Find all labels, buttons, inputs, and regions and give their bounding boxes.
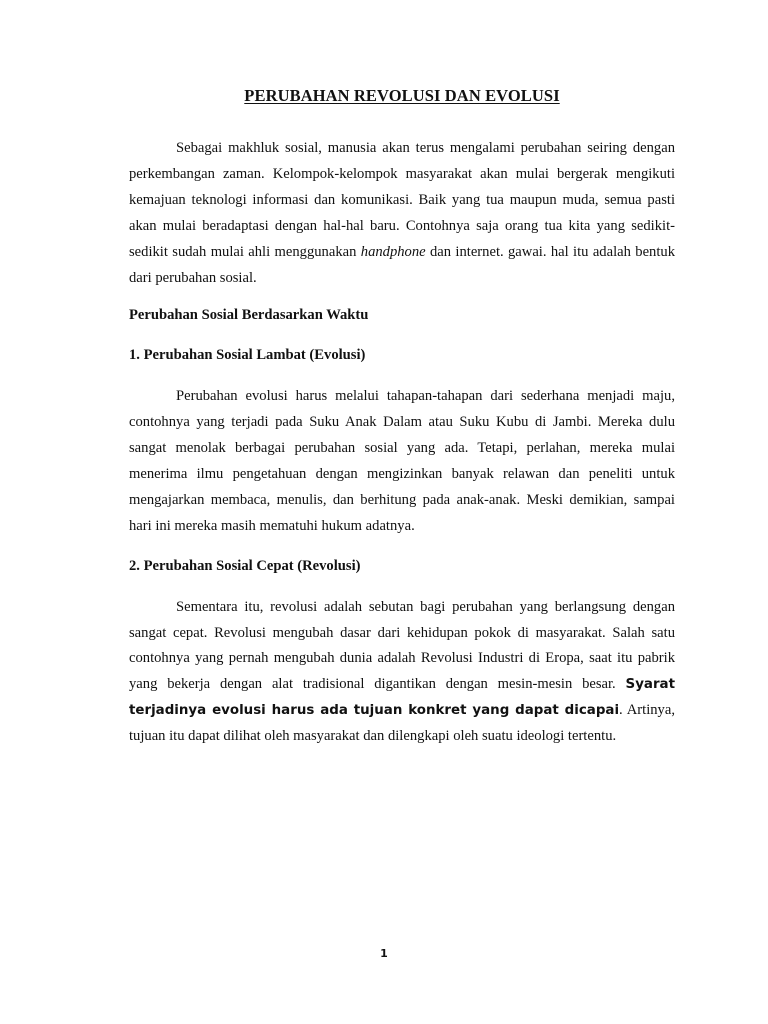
- section-heading: Perubahan Sosial Berdasarkan Waktu: [129, 307, 369, 324]
- evolution-paragraph: Perubahan evolusi harus melalui tahapan-tahapan dari sederhana menjadi maju, contohnya yang terjadi pada Suku Anak Dalam atau Suku Kubu di Jambi. Mereka dulu sangat menolak berbagai perubahan sosial yang ada. Tetapi, perlahan, mereka mulai menerima ilmu pengetahuan dengan mengizinkan banyak relawan dan peneliti untuk mengajarkan membaca, menulis, dan berhitung pada anak-anak. Meski demikian, sampai hari ini mereka masih mematuhi hukum adatnya.: [129, 388, 675, 534]
- evolution-heading: 1. Perubahan Sosial Lambat (Evolusi): [129, 347, 366, 364]
- revolution-paragraph: [129, 595, 675, 750]
- revolution-heading: 2. Perubahan Sosial Cepat (Revolusi): [129, 557, 361, 574]
- intro-text-end: dan internet. gawai. hal itu adalah bentuk dari perubahan sosial.: [129, 243, 675, 286]
- revolution-text-start: Sementara itu, revolusi adalah sebutan bagi perubahan yang berlangsung dengan sangat cepat. Revolusi mengubah dasar dari kehidupan pokok di masyarakat. Salah satu contohnya yang pernah mengubah dunia adalah Revolusi Industri di Eropa, saat itu pabrik yang bekerja dengan alat tradisional digantikan dengan mesin-mesin besar.: [129, 598, 675, 693]
- intro-italic-term: handphone: [360, 243, 426, 260]
- revolution-bold-statement: Syarat terjadinya evolusi harus ada tujuan konkret yang dapat dicapai: [129, 677, 675, 719]
- intro-text-start: Sebagai makhluk sosial, manusia akan terus mengalami perubahan seiring dengan perkembangan zaman. Kelompok-kelompok masyarakat akan mulai bergerak mengikuti kemajuan teknologi informasi dan komunikasi. Baik yang tua maupun muda, semua pasti akan mulai beradaptasi dengan hal-hal baru. Contohnya saja orang tua kita yang sedikit-sedikit sudah mulai ahli menggunakan: [129, 140, 675, 260]
- revolution-text-end: . Artinya, tujuan itu dapat dilihat oleh masyarakat dan dilengkapi oleh suatu ideologi tertentu.: [129, 702, 675, 745]
- document-body: [129, 86, 675, 750]
- page-number: 1: [380, 947, 388, 960]
- document-title: PERUBAHAN REVOLUSI DAN EVOLUSI: [244, 86, 560, 105]
- intro-paragraph: [129, 136, 675, 291]
